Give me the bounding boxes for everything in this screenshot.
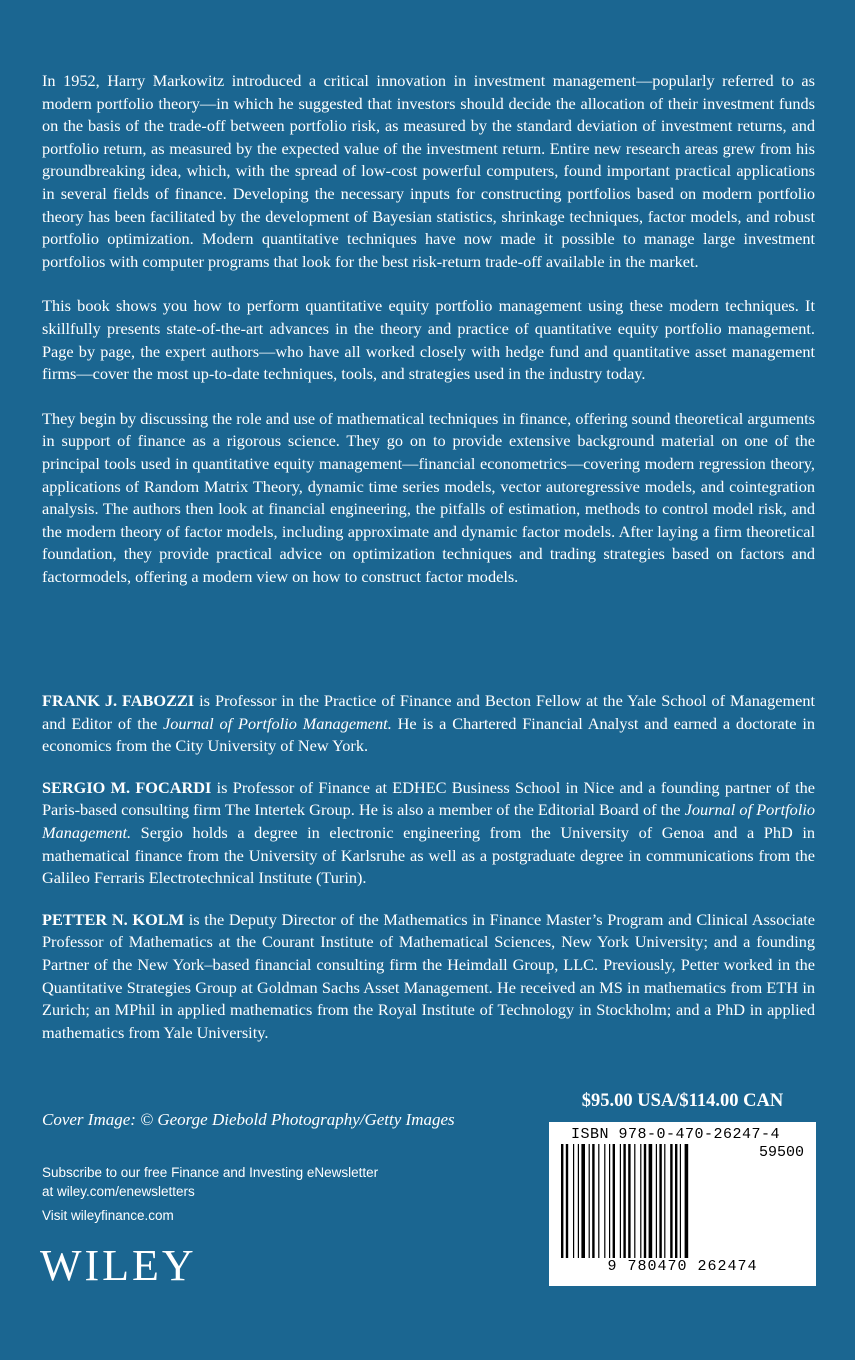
newsletter-line-2: at wiley.com/enewsletters [42,1184,195,1199]
journal-title: Journal of Portfolio Management. [42,800,816,842]
newsletter-info [42,1163,378,1201]
price-label: $95.00 USA/$114.00 CAN [581,1091,784,1111]
barcode-bar [620,1144,621,1258]
barcode-bar [623,1144,625,1258]
barcode-bar [675,1144,677,1258]
barcode-bar [581,1144,585,1258]
barcode-bar [589,1144,590,1258]
barcode-bar [664,1144,665,1258]
author-name: PETTER N. KOLM [42,909,184,929]
author-bio-fabozzi [42,690,815,758]
author-bios [42,690,815,1063]
barcode-bar [561,1144,563,1258]
price-code: 59500 [758,1144,804,1161]
barcode-bar [680,1144,681,1258]
bio-text: is Professor in the Practice of Finance and Becton Fellow at the Yale School of Management and Editor of the [42,691,815,733]
barcode-bar [656,1144,657,1258]
blurb-paragraph-1: In 1952, Harry Markowitz introduced a critical innovation in investment management—popularly referred to as modern portfolio theory—in which he suggested that investors should decide the allocation of their investment funds on the basis of the trade-off between portfolio risk, as measured by the standard deviation of investment returns, and portfolio return, as measured by the expected value of the investment return. Entire new research areas grew from his groundbreaking idea, which, with the spread of low-cost powerful computers, found important practical applications in several fields of finance. Developing the necessary inputs for constructing portfolios based on modern portfolio theory has been facilitated by the development of Bayesian statistics, shrinkage techniques, factor models, and robust portfolio optimization. Modern quantitative techniques have now made it possible to manage large investment portfolios with computer programs that look for the best risk-return trade-off available in the market. [42,71,815,271]
author-bio-focardi [42,777,815,890]
barcode-bar [609,1144,610,1258]
barcode-bar [670,1144,672,1258]
barcode-bar [598,1144,599,1258]
bio-text: is Professor of Finance at EDHEC Business School in Nice and a founding partner of the Paris-based consulting firm The Intertek Group. He is also a member of the Editorial Board of the [42,777,815,820]
barcode-bar [640,1144,641,1258]
barcode-bar [592,1144,594,1258]
wiley-logo: WILEY [40,1241,197,1290]
description-blurb [42,70,815,610]
author-name: SERGIO M. FOCARDI [42,777,212,797]
barcode-bars [561,1144,741,1258]
visit-website: Visit wileyfinance.com [42,1208,174,1223]
journal-title: Journal of Portfolio Management. [163,713,392,733]
barcode-bar [685,1144,689,1258]
barcode-bar [644,1144,646,1258]
barcode-bar [573,1144,574,1258]
newsletter-line-1: Subscribe to our free Finance and Investing eNewsletter [42,1165,379,1180]
blurb-paragraph-2: This book shows you how to perform quantitative equity portfolio management using these modern techniques. It skillfully presents state-of-the-art advances in the theory and practice of quantitative equity portfolio management. Page by page, the expert authors—who have all worked closely with hedge fund and quantitative asset management firms—cover the most up-to-date techniques, tools, and strategies used in the industry today. [42,296,815,384]
barcode-bar [634,1144,635,1258]
bio-text: is the Deputy Director of the Mathematics in Finance Master’s Program and Clinical Associate Professor of Mathematics at the Courant Institute of Mathematical Sciences, New York University; and a founding Partner of the New York–based financial consulting firm the Heimdall Group, LLC. Previously, Petter worked in the Quantitative Strategies Group at Goldman Sachs Asset Management. He received an MS in mathematics from ETH in Zurich; an MPhil in applied mathematics from the Royal Institute of Technology in Stockholm; and a PhD in applied mathematics from Yale University. [42,909,815,1042]
isbn-label: ISBN 978-0-470-26247-4 [571,1126,781,1143]
blurb-paragraph-3: They begin by discussing the role and use of mathematical techniques in finance, offering sound theoretical arguments in support of finance as a rigorous science. They go on to provide extensive background material on one of the principal tools used in quantitative equity management—financial econometrics—covering modern regression theory, applications of Random Matrix Theory, dynamic time series models, vector autoregressive models, and cointegration analysis. The authors then look at financial engineering, the pitfalls of estimation, methods to control model risk, and the modern theory of factor models, including approximate and dynamic factor models. After laying a firm theoretical foundation, they provide practical advice on optimization techniques and trading strategies based on factors and factormodels, offering a modern view on how to construct factor models. [42,408,815,586]
barcode-bar [649,1144,653,1258]
barcode-bar [613,1144,615,1258]
barcode-bar [604,1144,605,1258]
bio-text: Sergio holds a degree in electronic engineering from the University of Genoa and a PhD in mathematical finance from the University of Karlsruhe as well as a postgraduate degree in communications from the Galileo Ferraris Electrotechnical Institute (Turin). [42,822,815,888]
barcode-bar [566,1144,568,1258]
barcode-bar [628,1144,630,1258]
barcode-panel [549,1122,816,1286]
cover-image-credit: Cover Image: © George Diebold Photography/Getty Images [42,1110,455,1129]
barcode-bar [659,1144,661,1258]
author-name: FRANK J. FABOZZI [42,691,195,710]
ean-digits: 9 780470 262474 [607,1258,758,1275]
barcode-bar [578,1144,579,1258]
author-bio-kolm [42,909,815,1045]
bio-text: He is a Chartered Financial Analyst and earned a doctorate in economics from the City University of New York. [42,713,816,756]
